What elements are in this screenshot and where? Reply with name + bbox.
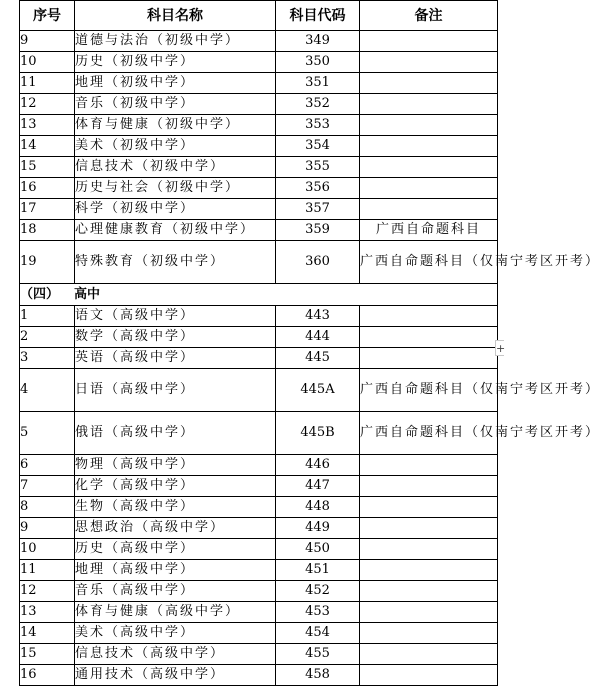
table-row bbox=[20, 539, 498, 560]
table-row bbox=[20, 73, 498, 94]
subject-note bbox=[360, 73, 498, 94]
row-number: 13 bbox=[20, 115, 75, 136]
subject-note bbox=[360, 518, 498, 539]
row-number: 12 bbox=[20, 94, 75, 115]
table-row bbox=[20, 665, 498, 686]
subject-note bbox=[360, 115, 498, 136]
table-row bbox=[20, 412, 498, 455]
subject-code: 352 bbox=[276, 94, 360, 115]
subject-name: 地理（高级中学） bbox=[75, 560, 276, 581]
subject-name: 思想政治（高级中学） bbox=[75, 518, 276, 539]
subject-code: 357 bbox=[276, 199, 360, 220]
subject-note bbox=[360, 581, 498, 602]
subject-code: 455 bbox=[276, 644, 360, 665]
section-mark: （四） bbox=[20, 286, 60, 302]
row-number: 19 bbox=[20, 241, 75, 284]
row-number: 11 bbox=[20, 73, 75, 94]
subject-note bbox=[360, 52, 498, 73]
subject-name: 日语（高级中学） bbox=[75, 369, 276, 412]
subject-note bbox=[360, 497, 498, 518]
row-number: 16 bbox=[20, 178, 75, 199]
subject-name: 通用技术（高级中学） bbox=[75, 665, 276, 686]
subject-name: 数学（高级中学） bbox=[75, 327, 276, 348]
subject-code: 450 bbox=[276, 539, 360, 560]
subject-code: 355 bbox=[276, 157, 360, 178]
subject-code: 448 bbox=[276, 497, 360, 518]
subject-name: 体育与健康（初级中学） bbox=[75, 115, 276, 136]
subject-note bbox=[360, 136, 498, 157]
subject-code: 350 bbox=[276, 52, 360, 73]
row-number: 12 bbox=[20, 581, 75, 602]
subject-name: 物理（高级中学） bbox=[75, 455, 276, 476]
subject-code: 356 bbox=[276, 178, 360, 199]
subject-note bbox=[360, 327, 498, 348]
subject-note bbox=[360, 602, 498, 623]
subject-code: 454 bbox=[276, 623, 360, 644]
subject-name: 信息技术（初级中学） bbox=[75, 157, 276, 178]
row-number: 16 bbox=[20, 665, 75, 686]
subject-note bbox=[360, 199, 498, 220]
subject-code: 445B bbox=[276, 412, 360, 455]
row-number: 3 bbox=[20, 348, 75, 369]
section-heading bbox=[20, 284, 498, 306]
subject-name: 信息技术（高级中学） bbox=[75, 644, 276, 665]
table-row bbox=[20, 560, 498, 581]
subject-name: 美术（高级中学） bbox=[75, 623, 276, 644]
row-number: 2 bbox=[20, 327, 75, 348]
subject-code: 354 bbox=[276, 136, 360, 157]
subject-name: 音乐（高级中学） bbox=[75, 581, 276, 602]
header-code: 科目代码 bbox=[276, 1, 360, 31]
row-number: 5 bbox=[20, 412, 75, 455]
subject-name: 音乐（初级中学） bbox=[75, 94, 276, 115]
subject-code: 359 bbox=[276, 220, 360, 241]
subject-name: 历史与社会（初级中学） bbox=[75, 178, 276, 199]
subject-note: 广西自命题科目（仅南宁考区开考） bbox=[360, 412, 498, 455]
table-row bbox=[20, 178, 498, 199]
subject-name: 体育与健康（高级中学） bbox=[75, 602, 276, 623]
subject-code: 445A bbox=[276, 369, 360, 412]
subject-note bbox=[360, 476, 498, 497]
subject-code: 446 bbox=[276, 455, 360, 476]
subject-code: 443 bbox=[276, 306, 360, 327]
subject-note bbox=[360, 157, 498, 178]
table-header bbox=[20, 1, 498, 31]
subject-note bbox=[360, 560, 498, 581]
section-title: 高中 bbox=[74, 286, 101, 302]
header-no: 序号 bbox=[20, 1, 75, 31]
table-row bbox=[20, 220, 498, 241]
table-row bbox=[20, 157, 498, 178]
row-number: 8 bbox=[20, 497, 75, 518]
header-name: 科目名称 bbox=[75, 1, 276, 31]
subject-code: 453 bbox=[276, 602, 360, 623]
subject-note bbox=[360, 665, 498, 686]
table-row bbox=[20, 581, 498, 602]
row-number: 9 bbox=[20, 31, 75, 52]
subject-code: 451 bbox=[276, 560, 360, 581]
subject-name: 地理（初级中学） bbox=[75, 73, 276, 94]
table-row bbox=[20, 306, 498, 327]
row-number: 14 bbox=[20, 623, 75, 644]
subject-table bbox=[19, 0, 600, 686]
subject-name: 心理健康教育（初级中学） bbox=[75, 220, 276, 241]
subject-note: 广西自命题科目（仅南宁考区开考） bbox=[360, 369, 498, 412]
table-row bbox=[20, 518, 498, 539]
subject-name: 道德与法治（初级中学） bbox=[75, 31, 276, 52]
subject-code: 447 bbox=[276, 476, 360, 497]
subject-code: 458 bbox=[276, 665, 360, 686]
row-number: 13 bbox=[20, 602, 75, 623]
table-row bbox=[20, 327, 498, 348]
subject-code: 353 bbox=[276, 115, 360, 136]
subject-code: 449 bbox=[276, 518, 360, 539]
subject-note bbox=[360, 94, 498, 115]
row-number: 7 bbox=[20, 476, 75, 497]
subject-code: 452 bbox=[276, 581, 360, 602]
table-row bbox=[20, 369, 498, 412]
table-row bbox=[20, 455, 498, 476]
subject-name: 历史（初级中学） bbox=[75, 52, 276, 73]
table-row bbox=[20, 476, 498, 497]
section-row bbox=[20, 284, 498, 306]
row-number: 15 bbox=[20, 157, 75, 178]
row-number: 1 bbox=[20, 306, 75, 327]
row-number: 6 bbox=[20, 455, 75, 476]
row-number: 17 bbox=[20, 199, 75, 220]
subject-note bbox=[360, 31, 498, 52]
row-number: 18 bbox=[20, 220, 75, 241]
subject-note bbox=[360, 348, 498, 369]
subject-code: 445 bbox=[276, 348, 360, 369]
subject-name: 美术（初级中学） bbox=[75, 136, 276, 157]
subject-note bbox=[360, 623, 498, 644]
row-number: 15 bbox=[20, 644, 75, 665]
table-row bbox=[20, 52, 498, 73]
row-number: 14 bbox=[20, 136, 75, 157]
table-row bbox=[20, 136, 498, 157]
table-row bbox=[20, 644, 498, 665]
table-row bbox=[20, 348, 498, 369]
subject-code: 351 bbox=[276, 73, 360, 94]
subject-name: 俄语（高级中学） bbox=[75, 412, 276, 455]
subject-name: 特殊教育（初级中学） bbox=[75, 241, 276, 284]
subject-name: 科学（初级中学） bbox=[75, 199, 276, 220]
row-number: 10 bbox=[20, 52, 75, 73]
table-row bbox=[20, 497, 498, 518]
subject-note bbox=[360, 539, 498, 560]
table-row bbox=[20, 623, 498, 644]
subject-note: 广西自命题科目（仅南宁考区开考） bbox=[360, 241, 498, 284]
subject-code: 360 bbox=[276, 241, 360, 284]
row-number: 4 bbox=[20, 369, 75, 412]
row-number: 11 bbox=[20, 560, 75, 581]
table-row bbox=[20, 31, 498, 52]
subject-code: 349 bbox=[276, 31, 360, 52]
subject-name: 语文（高级中学） bbox=[75, 306, 276, 327]
row-number: 10 bbox=[20, 539, 75, 560]
table-row bbox=[20, 94, 498, 115]
subject-name: 历史（高级中学） bbox=[75, 539, 276, 560]
subject-note bbox=[360, 178, 498, 199]
subject-name: 化学（高级中学） bbox=[75, 476, 276, 497]
subject-code: 444 bbox=[276, 327, 360, 348]
table-add-handle[interactable]: + bbox=[496, 342, 506, 355]
row-number: 9 bbox=[20, 518, 75, 539]
subject-note: 广西自命题科目 bbox=[360, 220, 498, 241]
document-sheet bbox=[19, 0, 600, 696]
subject-name: 英语（高级中学） bbox=[75, 348, 276, 369]
subject-note bbox=[360, 306, 498, 327]
table-row bbox=[20, 602, 498, 623]
table-row bbox=[20, 199, 498, 220]
header-note: 备注 bbox=[360, 1, 498, 31]
subject-note bbox=[360, 455, 498, 476]
table-row bbox=[20, 241, 498, 284]
table-row bbox=[20, 115, 498, 136]
subject-note bbox=[360, 644, 498, 665]
subject-name: 生物（高级中学） bbox=[75, 497, 276, 518]
table-body bbox=[20, 31, 600, 686]
